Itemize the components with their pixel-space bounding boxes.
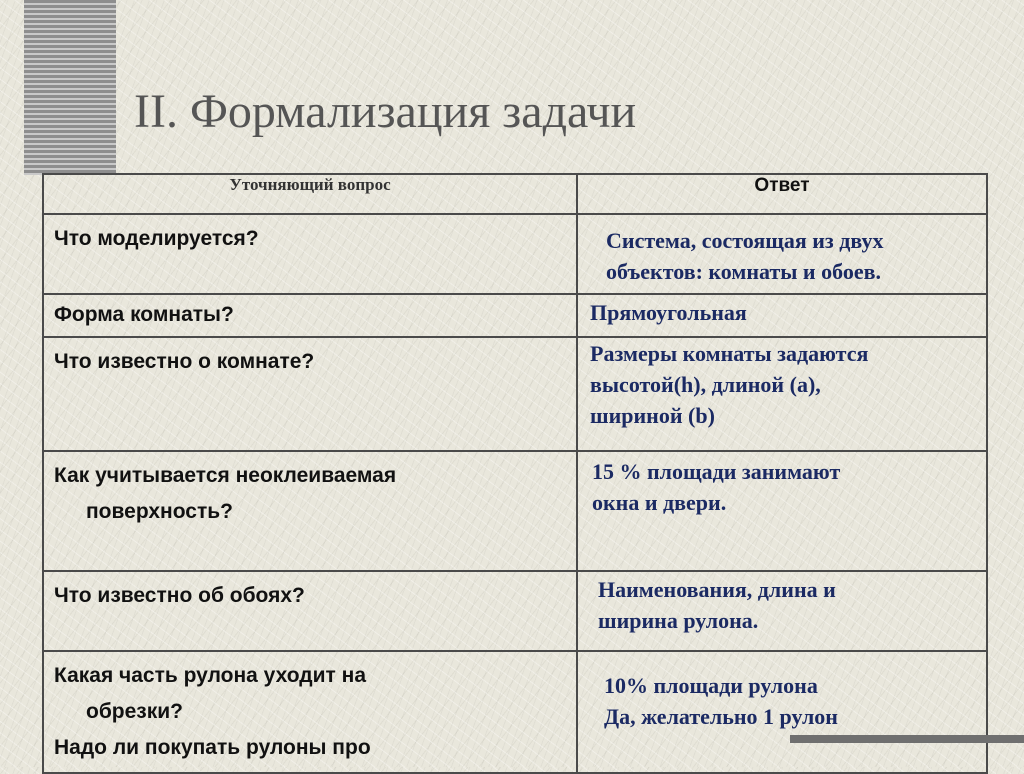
- answer-line: Размеры комнаты задаются: [590, 341, 869, 366]
- formalization-table: [42, 173, 988, 774]
- answer-line: Прямоугольная: [590, 300, 747, 325]
- answer-cell: [577, 294, 987, 337]
- answer-cell: [577, 451, 987, 571]
- question-cell: [43, 451, 577, 571]
- answer-line: окна и двери.: [592, 490, 727, 515]
- table-row: [43, 451, 987, 571]
- header-question: Уточняющий вопрос: [43, 174, 577, 214]
- answer-cell: [577, 571, 987, 651]
- table-row: [43, 294, 987, 337]
- header-answer: Ответ: [577, 174, 987, 214]
- answer-cell: [577, 337, 987, 451]
- slide-title: II. Формализация задачи: [134, 85, 637, 138]
- table-header-row: [43, 174, 987, 214]
- answer-line: высотой(h), длиной (a),: [590, 372, 821, 397]
- question-cell: [43, 214, 577, 294]
- decorative-bottom-bar: [790, 735, 1024, 743]
- question-cell: [43, 571, 577, 651]
- question-text: Форма комнаты?: [54, 303, 234, 326]
- answer-cell: [577, 651, 987, 773]
- question-text: Надо ли покупать рулоны про: [54, 736, 371, 759]
- table-row: [43, 214, 987, 294]
- answer-line: шириной (b): [590, 403, 715, 428]
- table-row: [43, 571, 987, 651]
- table-row: [43, 337, 987, 451]
- answer-cell: [577, 214, 987, 294]
- question-cell: [43, 337, 577, 451]
- question-cell: [43, 294, 577, 337]
- question-text: поверхность?: [86, 500, 233, 523]
- answer-line: Система, состоящая из двух: [606, 228, 884, 253]
- question-text: Как учитывается неоклеиваемая: [54, 464, 397, 487]
- question-cell: [43, 651, 577, 773]
- question-text: Что известно о комнате?: [54, 350, 315, 373]
- answer-line: 15 % площади занимают: [592, 459, 841, 484]
- answer-line: 10% площади рулона: [604, 673, 818, 698]
- table-row: [43, 651, 987, 773]
- question-text: обрезки?: [86, 700, 183, 723]
- question-text: Что известно об обоях?: [54, 584, 305, 607]
- answer-line: ширина рулона.: [598, 608, 759, 633]
- answer-line: объектов: комнаты и обоев.: [606, 259, 881, 284]
- answer-line: Да, желательно 1 рулон: [604, 704, 838, 729]
- question-text: Что моделируется?: [54, 227, 259, 250]
- question-text: Какая часть рулона уходит на: [54, 664, 367, 687]
- answer-line: Наименования, длина и: [598, 577, 836, 602]
- decorative-stripe-block: [24, 0, 116, 175]
